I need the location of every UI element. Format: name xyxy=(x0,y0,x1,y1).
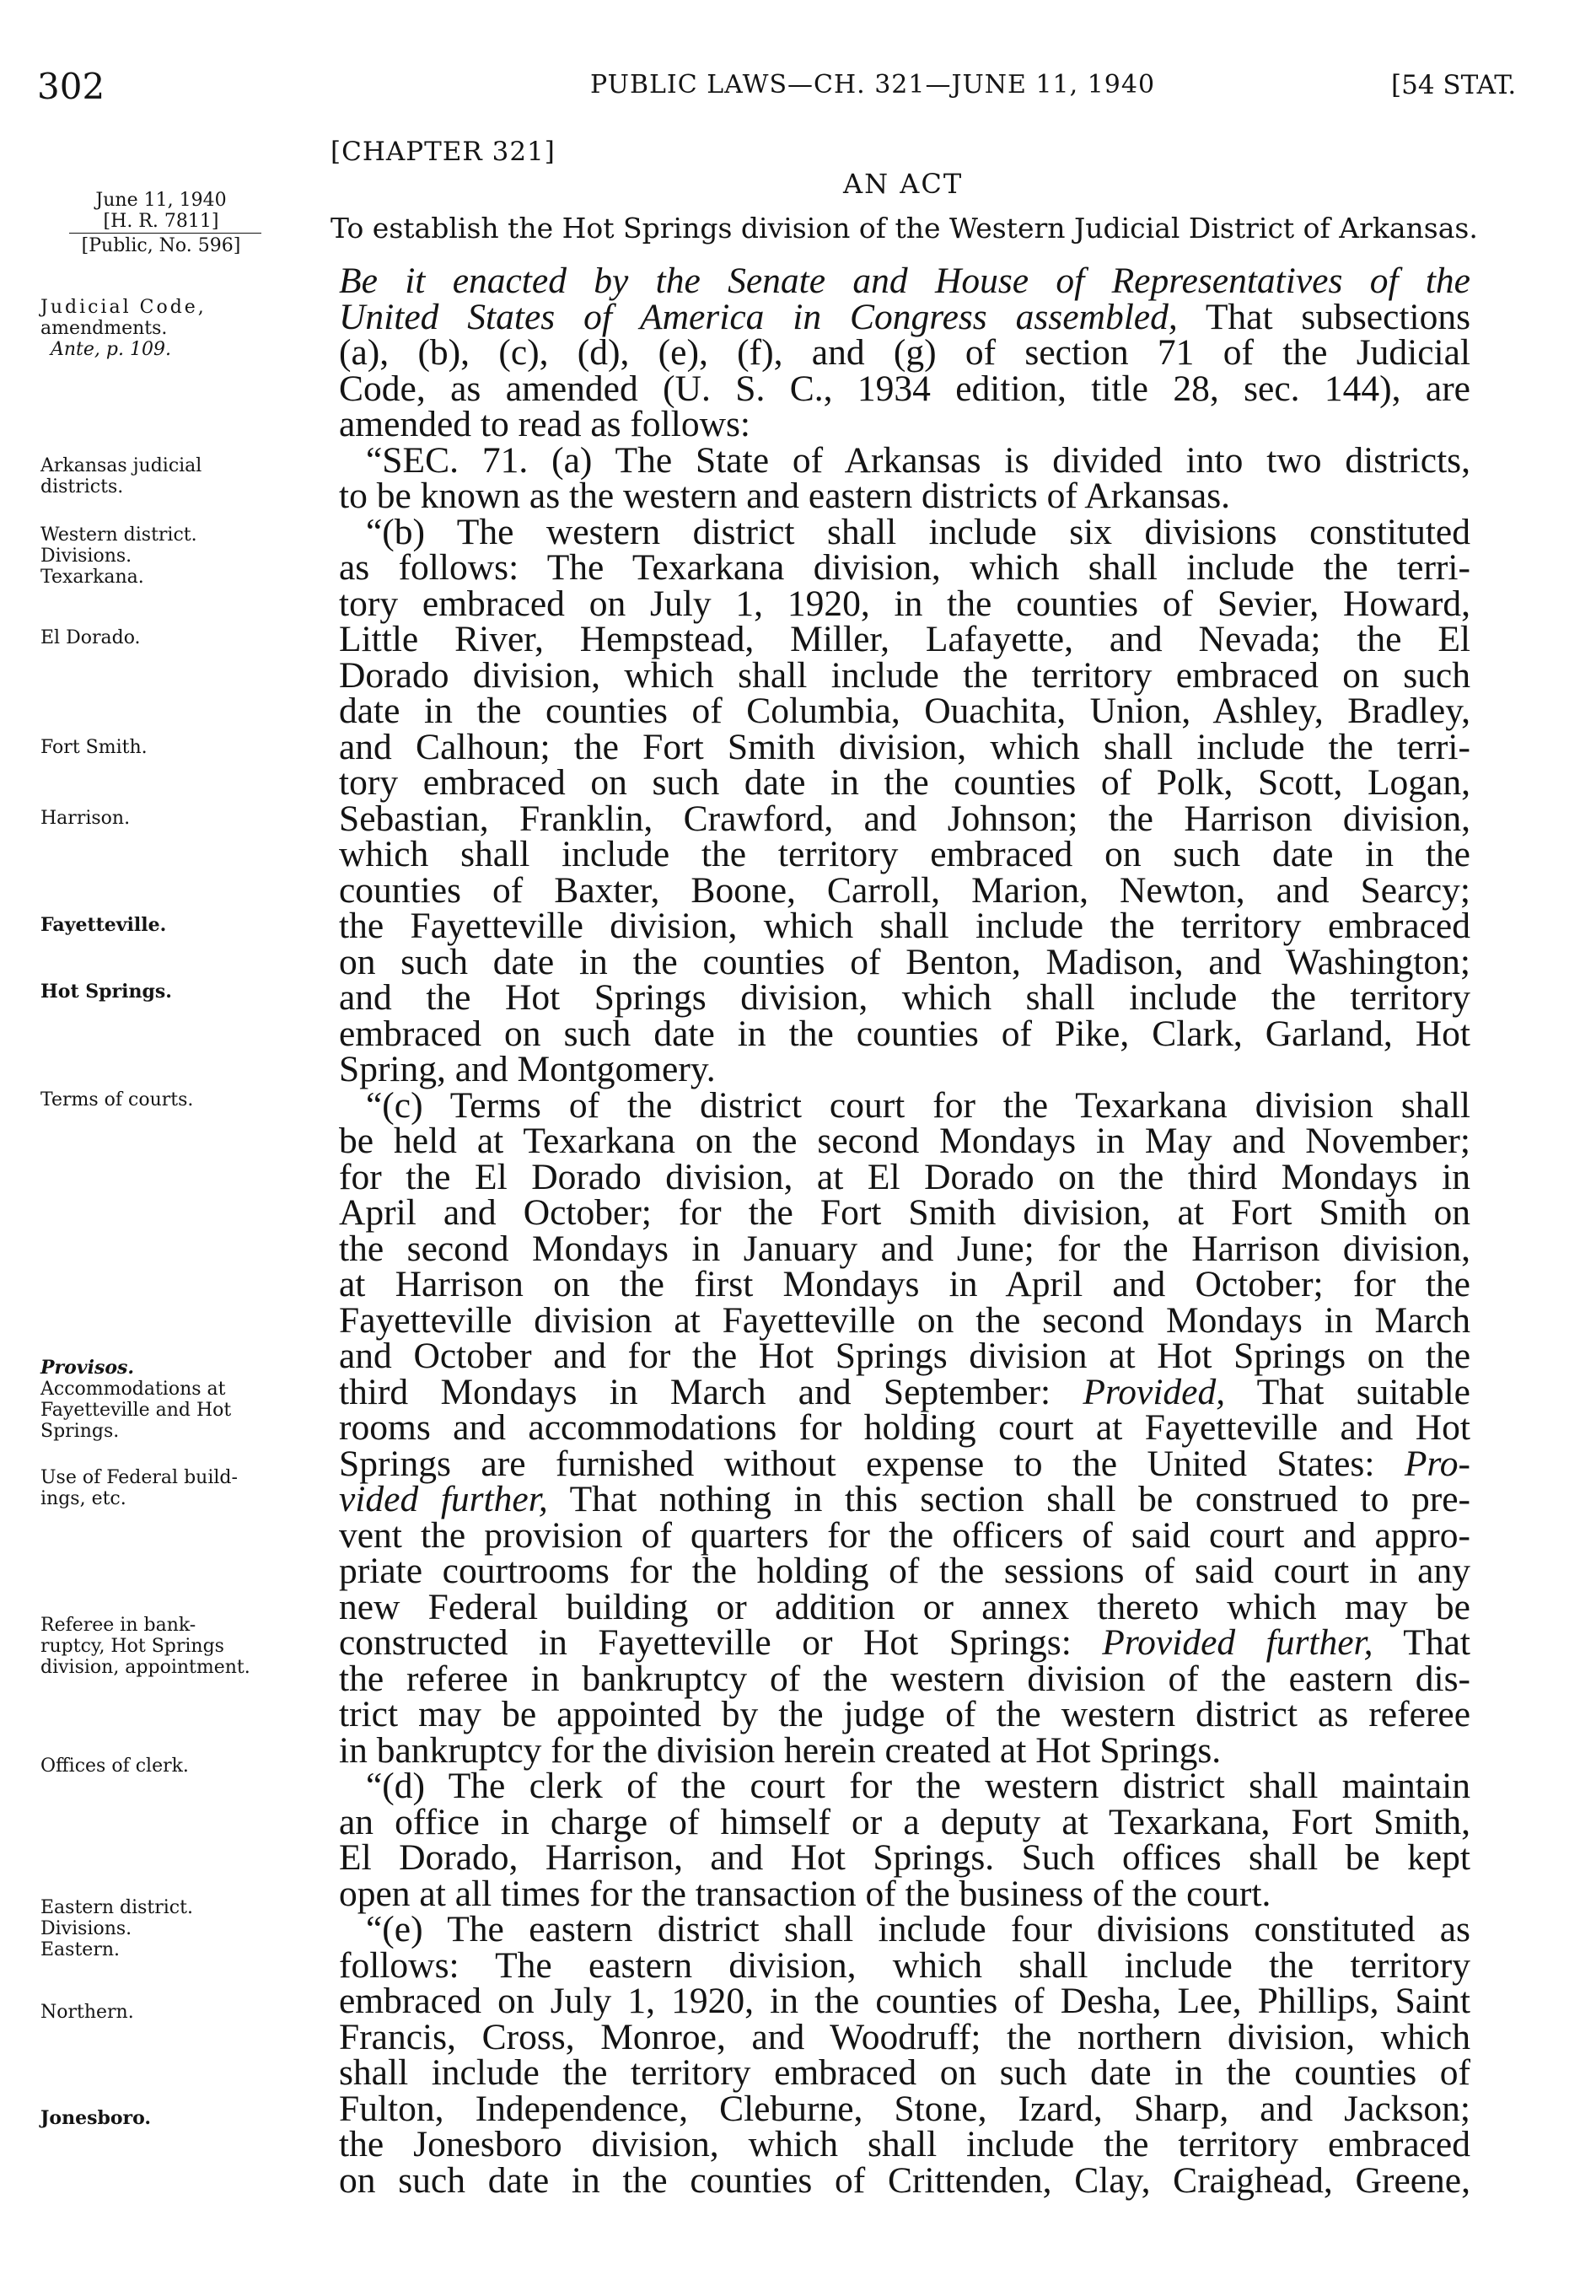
section-71-c: “(c) Terms of the district court for the Texarkana division shall xyxy=(366,1084,1470,1126)
margin-note-western-district: Western district. Divisions. Texarkana. xyxy=(40,524,197,588)
enacting-clause-cont: United States of America in Congress assembled, That subsections xyxy=(339,296,1470,337)
bill-number: [H. R. 7811] xyxy=(103,211,219,232)
margin-note-fayetteville: Fayetteville. xyxy=(40,914,167,936)
margin-note-judicial-code: Judicial Code, amendments. Ante, p. 109. xyxy=(40,297,207,360)
section-71-e: “(e) The eastern district shall include four divisions constituted as xyxy=(366,1909,1470,1949)
section-71-d: “(d) The clerk of the court for the western district shall maintain xyxy=(366,1766,1470,1806)
enacting-clause: Be it enacted by the Senate and House of Representatives of the xyxy=(339,261,1470,301)
margin-note-offices-of-clerk: Offices of clerk. xyxy=(40,1756,189,1777)
margin-note-terms-of-courts: Terms of courts. xyxy=(40,1089,194,1110)
margin-note-eastern-district: Eastern district. Divisions. Eastern. xyxy=(40,1897,193,1960)
page-number: 302 xyxy=(37,66,105,107)
chapter-heading: [CHAPTER 321] xyxy=(330,137,556,167)
body-text: Be it enacted by the Senate and House of Representatives of the United States of America in Congress assembled, That subsections (a), (b), (c), (d), (e), (f), and (g) of section 71 of the Judicial Code, as amended (U. S. C., 1934 edition, title 28, sec. 144), are amended to read as follows: “SEC. 71. (a) The State of Arkansas is divided into two districts, to be known as the western and eastern districts of Arkansas. “(b) The western district shall include six divisions constituted as follows: The Texarkana division, which shall include the terri- tory embraced on July 1, 1920, in the counties of Sevier, Howard, Little River, Hempstead, Miller, Lafayette, and Nevada; the El Dorado division, which shall include the territory embraced on such date in the counties of Columbia, Ouachita, Union, Ashley, Bradley, and Calhoun; the Fort Smith division, which shall include the terri- tory embraced on such date in the counties of Polk, Scott, Logan, Sebastian, Franklin, Crawford, and Johnson; the Harrison division, which shall include the territory embraced on such date in the counties of Baxter, Boone, Carroll, Marion, Newton, and Searcy; the Fayetteville division, which shall include the territory embraced on such date in the counties of Benton, Madison, and Washington; and the Hot Springs division, which shall include the territory embraced on such date in the counties of Pike, Clark, Garland, Hot Spring, and Montgomery. “(c) Terms of the district court for the Texarkana division shall be held at Texarkana on the second Mondays in May and November; for the El Dorado division, at El Dorado on the third Mondays in April and October; for the Fort Smith division, at Fort Smith on the second Mondays in January and June; for the Harrison division, at Harrison on the first Mondays in April and October; for the Fayetteville division at Fayetteville on the second Mondays in March and October and for the Hot Springs division at Hot Springs on the third Mondays in March and September: Provided, That suitable rooms and accommodations for holding court at Fayetteville and Hot Springs are furnished without expense to the United States: Pro- vided further, That nothing in this section shall be construed to pre- vent the provision of quarters for the officers of said court and appro- priate courtrooms for the holding of the sessions of said court in any new Federal building or addition or annex thereto which may be constructed in Fayetteville or Hot Springs: Provided further, That the referee in bankruptcy of the western division of the eastern dis- trict may be appointed by the judge of the western district as referee in bankruptcy for the division herein created at Hot Springs. “(d) The clerk of the court for the western district shall maintain an office in charge of himself or a deputy at Texarkana, Fort Smith, El Dorado, Harrison, and Hot Springs. Such offices shall be kept open at all times for the transaction of the business of the court. “(e) The eastern district shall include four divisions constituted as follows: The eastern division, which shall include the territory embraced on July 1, 1920, in the counties of Desha, Lee, Phillips, Saint Francis, Cross, Monroe, and Woodruff; the northern division, which shall include the territory embraced on such date in the counties of Fulton, Independence, Cleburne, Stone, Izard, Sharp, and Jackson; the Jonesboro division, which shall include the territory embraced on such date in the counties of Crittenden, Clay, Craighead, Greene, xyxy=(339,261,1470,2201)
bill-date: June 11, 1940 xyxy=(95,190,227,211)
public-law-number: [Public, No. 596] xyxy=(81,235,241,256)
act-subtitle: To establish the Hot Springs division of the Western Judicial District of Arkansas. xyxy=(330,212,1478,245)
margin-note-northern: Northern. xyxy=(40,2002,134,2023)
margin-note-el-dorado: El Dorado. xyxy=(40,627,141,648)
margin-note-referee: Referee in bank- ruptcy, Hot Springs division, appointment. xyxy=(40,1615,250,1678)
margin-note-fort-smith: Fort Smith. xyxy=(40,737,148,758)
running-head: PUBLIC LAWS—CH. 321—JUNE 11, 1940 xyxy=(590,70,1156,99)
section-71-a: “SEC. 71. (a) The State of Arkansas is divided into two districts, xyxy=(366,439,1470,481)
margin-note-harrison: Harrison. xyxy=(40,808,131,829)
section-71-b: “(b) The western district shall include six divisions constituted xyxy=(366,511,1470,552)
margin-note-jonesboro: Jonesboro. xyxy=(40,2107,152,2129)
margin-note-provisos: Provisos. Accommodations at Fayetteville and Hot Springs. xyxy=(40,1357,232,1442)
margin-note-arkansas-districts: Arkansas judicial districts. xyxy=(40,455,202,497)
bill-divider xyxy=(69,233,261,234)
margin-note-hot-springs: Hot Springs. xyxy=(40,981,172,1003)
bill-info xyxy=(52,190,270,256)
volume-marker: [54 STAT. xyxy=(1391,70,1517,100)
act-title: AN ACT xyxy=(843,168,964,200)
margin-note-federal-buildings: Use of Federal build- ings, etc. xyxy=(40,1467,238,1509)
